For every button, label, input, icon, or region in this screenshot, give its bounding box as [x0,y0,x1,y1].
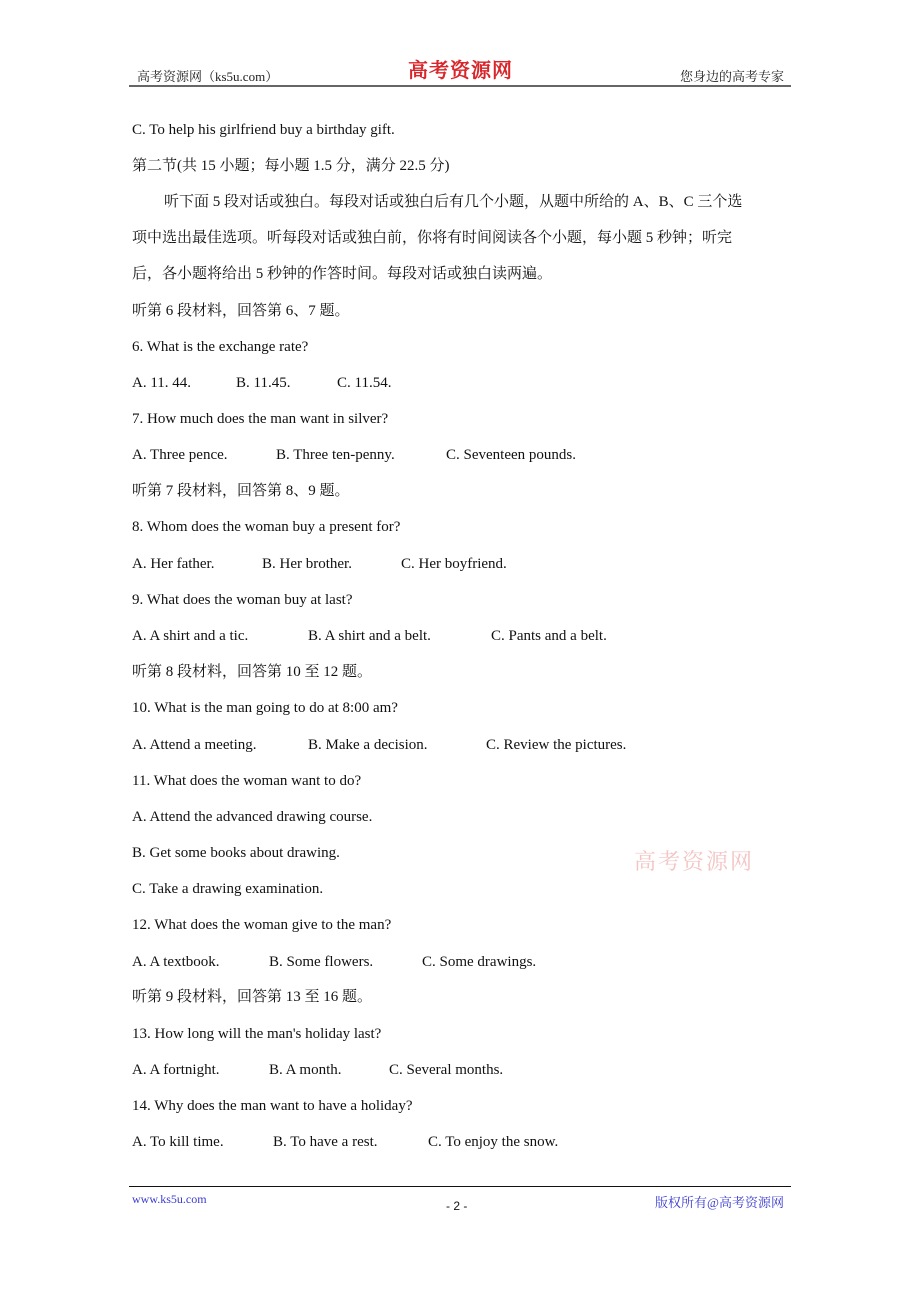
passage-heading: 听第 9 段材料，回答第 13 至 16 题。 [132,989,373,1005]
answer-option: C. To help his girlfriend buy a birthday gift. [132,122,395,138]
footer-divider [129,1186,791,1187]
option-b: B. A month. [269,1062,342,1078]
question: 7. How much does the man want in silver? [132,411,389,427]
watermark: 高考资源网 [634,849,755,874]
passage-heading: 听第 6 段材料，回答第 6、7 题。 [132,303,350,319]
option-a: A. Three pence. [132,447,228,463]
options-row [132,952,732,972]
instructions: 后，各小题将给出 5 秒钟的作答时间。每段对话或独白读两遍。 [132,266,553,282]
option-c: C. 11.54. [337,375,392,391]
option-c: C. Seventeen pounds. [446,447,576,463]
header-logo: 高考资源网 [408,60,513,82]
header-site-name: 高考资源网（ks5u.com） [137,69,279,84]
option-b: B. A shirt and a belt. [308,628,431,644]
option-b: B. Some flowers. [269,954,374,970]
section-heading: 第二节(共 15 小题；每小题 1.5 分，满分 22.5 分) [132,158,450,174]
option-c: C. Review the pictures. [486,737,627,753]
options-row [132,1060,732,1080]
question: 14. Why does the man want to have a holiday? [132,1098,413,1114]
options-row [132,373,732,393]
option-b: B. Her brother. [262,556,352,572]
option-b: B. Three ten-penny. [276,447,395,463]
footer-site-link[interactable]: www.ks5u.com [132,1192,207,1206]
instructions: 听下面 5 段对话或独白。每段对话或独白后有几个小题，从题中所给的 A、B、C 三个选 [164,194,743,210]
option-b: B. To have a rest. [273,1134,378,1150]
question: 10. What is the man going to do at 8:00 am? [132,700,398,716]
option-b: B. Get some books about drawing. [132,845,340,861]
option-a: A. A fortnight. [132,1062,220,1078]
question: 12. What does the woman give to the man? [132,917,392,933]
header-divider [129,85,791,87]
option-c: C. To enjoy the snow. [428,1134,559,1150]
option-a: A. Her father. [132,556,215,572]
question: 13. How long will the man's holiday last? [132,1026,382,1042]
option-b: B. Make a decision. [308,737,428,753]
option-a: A. Attend the advanced drawing course. [132,809,373,825]
option-c: C. Some drawings. [422,954,537,970]
question: 8. Whom does the woman buy a present for? [132,519,401,535]
option-a: A. To kill time. [132,1134,224,1150]
question: 6. What is the exchange rate? [132,339,309,355]
header-slogan: 您身边的高考专家 [679,69,784,84]
options-row [132,626,732,646]
option-c: C. Her boyfriend. [401,556,507,572]
question: 9. What does the woman buy at last? [132,592,353,608]
options-row [132,554,732,574]
options-row [132,1132,732,1152]
options-row [132,735,732,755]
option-a: A. Attend a meeting. [132,737,257,753]
passage-heading: 听第 7 段材料，回答第 8、9 题。 [132,483,350,499]
question: 11. What does the woman want to do? [132,773,362,789]
option-c: C. Several months. [389,1062,504,1078]
instructions: 项中选出最佳选项。听每段对话或独白前，你将有时间阅读各个小题，每小题 5 秒钟；听完 [132,230,733,246]
option-b: B. 11.45. [236,375,291,391]
option-c: C. Take a drawing examination. [132,881,324,897]
options-row [132,445,732,465]
footer-copyright: 版权所有@高考资源网 [655,1195,784,1210]
option-a: A. 11. 44. [132,375,192,391]
option-a: A. A shirt and a tic. [132,628,249,644]
option-c: C. Pants and a belt. [491,628,607,644]
page-number: - 2 - [446,1199,468,1213]
option-a: A. A textbook. [132,954,220,970]
passage-heading: 听第 8 段材料，回答第 10 至 12 题。 [132,664,373,680]
